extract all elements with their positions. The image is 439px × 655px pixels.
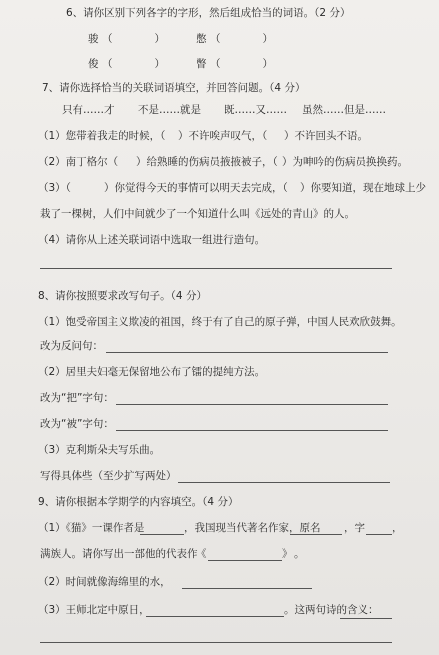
q7-s1-part2: ）不许唉声叹气，（ <box>178 130 268 142</box>
q9-s2-answer-line[interactable] <box>182 588 312 589</box>
q6-char-4: 瞥 <box>196 58 207 70</box>
q7-s2-part2: ）给熟睡的伤病员掖掖被子，（ <box>136 156 278 168</box>
q7-answer-line[interactable] <box>40 268 392 269</box>
q6-answer-4[interactable]: （ ） <box>210 58 273 70</box>
q8-s3-prompt: 写得具体些（至少扩写两处） <box>40 470 177 482</box>
q6-char-3: 俊 <box>88 58 99 70</box>
q7-s3-line2: 栽了一棵树，人们中间就少了一个知道什么叫《远处的青山》的人。 <box>40 208 355 220</box>
q7-s1-part1: （1）您带着我走的时候，（ <box>38 130 166 142</box>
q6-answer-2[interactable]: （ ） <box>210 33 273 45</box>
q7-s1-part3: ）不许回头不语。 <box>284 130 368 142</box>
q7-title: 7、请你选择恰当的关联词语填空，并回答问题。（4 分） <box>42 82 306 94</box>
q9-s3-answer-line[interactable] <box>40 642 392 643</box>
q6-answer-3[interactable]: （ ） <box>102 58 165 70</box>
q8-title: 8、请你按照要求改写句子。（4 分） <box>38 290 207 302</box>
q8-s2: （2）居里夫妇毫无保留地公布了镭的提纯方法。 <box>38 366 266 378</box>
q8-s3-answer-line[interactable] <box>178 482 390 483</box>
q8-s1-answer-line[interactable] <box>106 352 388 353</box>
q9-s2: （2）时间就像海绵里的水， <box>38 576 171 588</box>
q8-s2-prompt-bei: 改为“被”字句： <box>40 418 114 430</box>
q7-s3-part2: ）你觉得今天的事情可以明天去完成，（ <box>104 182 288 194</box>
q8-s2-bei-answer-line[interactable] <box>116 430 388 431</box>
q9-s3-poem-blank[interactable] <box>146 616 284 617</box>
q7-option-4: 虽然……但是…… <box>302 104 386 116</box>
q7-option-2: 不是……就是 <box>138 104 201 116</box>
q9-work-blank[interactable] <box>208 560 282 561</box>
q9-title: 9、请你根据本学期学的内容填空。（4 分） <box>38 496 239 508</box>
q9-s1b-close: 》 <box>282 548 293 560</box>
q7-option-1: 只有……才 <box>62 104 115 116</box>
q9-s1-part2: ，我国现当代著名作家，原名 <box>184 522 321 534</box>
q8-s1: （1）饱受帝国主义欺凌的祖国，终于有了自己的原子弹，中国人民欢欣鼓舞。 <box>38 316 402 328</box>
q8-s2-prompt-ba: 改为“把”字句： <box>40 392 114 404</box>
q7-s3-part3: ）你要知道，现在地球上少 <box>300 182 426 194</box>
q9-s1-part1: （1）《猫》一课作者是 <box>38 522 145 534</box>
q7-s2-part3: ）为呻吟的伤病员换换药。 <box>282 156 408 168</box>
q8-s3: （3）克利斯朵夫写乐曲。 <box>38 444 161 456</box>
q9-realname-blank[interactable] <box>290 534 342 535</box>
q6-title: 6、请你区别下列各字的字形，然后组成恰当的词语。（2 分） <box>66 7 351 19</box>
q6-char-1: 骏 <box>88 33 99 45</box>
q6-answer-1[interactable]: （ ） <box>102 33 165 45</box>
q7-s4: （4）请你从上述关联词语中选取一组进行造句。 <box>38 234 266 246</box>
q9-s1b-open: 《 <box>196 548 207 560</box>
q7-s3-part1: （3）（ <box>38 182 71 194</box>
q7-option-3: 既……又…… <box>224 104 287 116</box>
q9-s1-part3: ，字 <box>344 522 365 534</box>
q9-s1b-part1: 满族人。请你写出一部他的代表作 <box>40 548 198 560</box>
q9-s3-part2: 。这两句诗的含义： <box>284 604 379 616</box>
q8-s2-ba-answer-line[interactable] <box>116 404 388 405</box>
q7-s2-part1: （2）南丁格尔（ <box>38 156 119 168</box>
q9-s3-part1: （3）王师北定中原日， <box>38 604 150 616</box>
q6-char-2: 憋 <box>196 33 207 45</box>
q8-s1-prompt: 改为反问句： <box>40 340 103 352</box>
q9-s1-part4: ， <box>392 522 403 534</box>
q9-author-blank[interactable] <box>140 534 184 535</box>
q9-s1b-end: 。 <box>294 548 305 560</box>
q9-s3-meaning-blank[interactable] <box>340 618 392 619</box>
q9-courtesy-name-blank[interactable] <box>366 534 392 535</box>
